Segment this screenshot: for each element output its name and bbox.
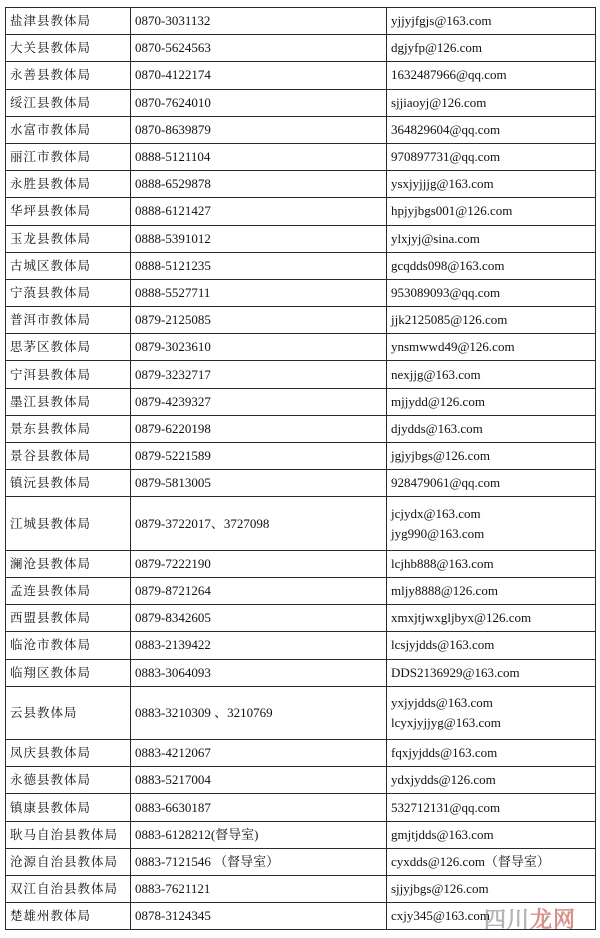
phone-cell: 0879-4239327: [131, 388, 387, 415]
table-row: [6, 307, 596, 334]
phone-cell: 0870-3031132: [131, 8, 387, 35]
bureau-name-cell: 普洱市教体局: [6, 307, 131, 334]
table-row: [6, 62, 596, 89]
phone-cell: 0879-2125085: [131, 307, 387, 334]
email-address: sjjiaoyj@126.com: [391, 94, 487, 110]
email-cell: [387, 252, 596, 279]
phone-cell: 0870-7624010: [131, 89, 387, 116]
email-address: ylxjyj@sina.com: [391, 230, 480, 246]
table-row: [6, 876, 596, 903]
watermark-part-1: 四川: [483, 908, 530, 933]
bureau-name-cell: 宁蒗县教体局: [6, 279, 131, 306]
email-address: ydxjydds@126.com: [391, 772, 496, 788]
bureau-name-cell: 大关县教体局: [6, 35, 131, 62]
table-row: [6, 116, 596, 143]
email-address: yjjyjfgjs@163.com: [391, 13, 492, 29]
phone-cell: 0883-6128212(督导室): [131, 821, 387, 848]
email-address: fqxjyjdds@163.com: [391, 745, 498, 761]
email-address: 532712131@qq.com: [391, 799, 501, 815]
phone-cell: 0888-5121235: [131, 252, 387, 279]
phone-cell: 0883-5217004: [131, 767, 387, 794]
email-cell: [387, 497, 596, 550]
phone-cell: 0879-3232717: [131, 361, 387, 388]
email-address: gcqdds098@163.com: [391, 257, 505, 273]
email-address: jgjyjbgs@126.com: [391, 448, 490, 464]
email-cell: [387, 388, 596, 415]
email-cell: [387, 415, 596, 442]
table-row: [6, 821, 596, 848]
bureau-name-cell: 宁洱县教体局: [6, 361, 131, 388]
bureau-name-cell: 墨江县教体局: [6, 388, 131, 415]
phone-cell: 0879-5813005: [131, 470, 387, 497]
email-address: jyg990@163.com: [391, 525, 485, 541]
bureau-name-cell: 澜沧县教体局: [6, 550, 131, 577]
bureau-name-cell: 临沧市教体局: [6, 632, 131, 659]
table-row: [6, 361, 596, 388]
email-cell: [387, 443, 596, 470]
contact-table: [5, 7, 596, 930]
table-row: [6, 388, 596, 415]
bureau-name-cell: 古城区教体局: [6, 252, 131, 279]
email-address: jcjydx@163.com: [391, 505, 481, 521]
bureau-name-cell: 楚雄州教体局: [6, 903, 131, 930]
bureau-name-cell: 临翔区教体局: [6, 659, 131, 686]
bureau-name-cell: 永胜县教体局: [6, 171, 131, 198]
phone-cell: 0879-8342605: [131, 605, 387, 632]
table-row: [6, 659, 596, 686]
email-cell: [387, 116, 596, 143]
email-cell: [387, 794, 596, 821]
phone-cell: 0879-7222190: [131, 550, 387, 577]
email-address: lcjhb888@163.com: [391, 555, 494, 571]
email-cell: [387, 171, 596, 198]
email-address: mjjydd@126.com: [391, 393, 485, 409]
phone-cell: 0888-5391012: [131, 225, 387, 252]
table-row: [6, 334, 596, 361]
email-cell: [387, 605, 596, 632]
email-address: 364829604@qq.com: [391, 121, 501, 137]
bureau-name-cell: 景东县教体局: [6, 415, 131, 442]
bureau-name-cell: 景谷县教体局: [6, 443, 131, 470]
email-address: 953089093@qq.com: [391, 284, 501, 300]
email-cell: [387, 686, 596, 739]
table-row: [6, 252, 596, 279]
bureau-name-cell: 西盟县教体局: [6, 605, 131, 632]
contact-table-body: [6, 8, 596, 930]
bureau-name-cell: 水富市教体局: [6, 116, 131, 143]
table-row: [6, 35, 596, 62]
email-address: gmjtjdds@163.com: [391, 826, 494, 842]
table-row: [6, 577, 596, 604]
phone-cell: 0883-2139422: [131, 632, 387, 659]
table-row: [6, 740, 596, 767]
email-cell: [387, 35, 596, 62]
email-address: nexjjg@163.com: [391, 366, 481, 382]
email-address: dgjyfp@126.com: [391, 40, 483, 56]
bureau-name-cell: 凤庆县教体局: [6, 740, 131, 767]
phone-cell: 0870-8639879: [131, 116, 387, 143]
email-address: cxjy345@163.com: [391, 908, 490, 924]
email-cell: [387, 550, 596, 577]
bureau-name-cell: 沧源自治县教体局: [6, 848, 131, 875]
email-address: ysxjyjjjg@163.com: [391, 176, 494, 192]
email-address: xmxjtjwxgljbyx@126.com: [391, 610, 532, 626]
watermark-logo: [484, 903, 576, 934]
table-row: [6, 848, 596, 875]
bureau-name-cell: 江城县教体局: [6, 497, 131, 550]
table-row: [6, 279, 596, 306]
email-cell: [387, 821, 596, 848]
table-row: [6, 415, 596, 442]
phone-cell: 0883-7621121: [131, 876, 387, 903]
bureau-name-cell: 玉龙县教体局: [6, 225, 131, 252]
phone-cell: 0883-6630187: [131, 794, 387, 821]
email-cell: [387, 876, 596, 903]
phone-cell: 0883-7121546 （督导室）: [131, 848, 387, 875]
bureau-name-cell: 云县教体局: [6, 686, 131, 739]
bureau-name-cell: 永德县教体局: [6, 767, 131, 794]
table-row: [6, 470, 596, 497]
phone-cell: 0883-3210309 、3210769: [131, 686, 387, 739]
email-address: djydds@163.com: [391, 420, 483, 436]
email-cell: [387, 632, 596, 659]
table-row: [6, 8, 596, 35]
email-address: hpjyjbgs001@126.com: [391, 203, 513, 219]
email-address: lcyxjyjjyg@163.com: [391, 714, 501, 730]
table-row: [6, 686, 596, 739]
email-address: 970897731@qq.com: [391, 149, 501, 165]
phone-cell: 0870-5624563: [131, 35, 387, 62]
table-row: [6, 143, 596, 170]
email-address: ynsmwwd49@126.com: [391, 339, 515, 355]
table-row: [6, 605, 596, 632]
phone-cell: 0879-6220198: [131, 415, 387, 442]
table-row: [6, 767, 596, 794]
email-address: sjjyjbgs@126.com: [391, 881, 489, 897]
bureau-name-cell: 镇康县教体局: [6, 794, 131, 821]
table-row: [6, 89, 596, 116]
phone-cell: 0883-4212067: [131, 740, 387, 767]
phone-cell: 0888-5121104: [131, 143, 387, 170]
watermark-part-2: 龙网: [529, 908, 576, 933]
table-row: [6, 225, 596, 252]
table-row: [6, 171, 596, 198]
table-row: [6, 443, 596, 470]
bureau-name-cell: 丽江市教体局: [6, 143, 131, 170]
email-cell: [387, 8, 596, 35]
phone-cell: 0879-3023610: [131, 334, 387, 361]
email-cell: [387, 767, 596, 794]
email-cell: [387, 848, 596, 875]
table-row: [6, 198, 596, 225]
bureau-name-cell: 华坪县教体局: [6, 198, 131, 225]
table-row: [6, 632, 596, 659]
phone-cell: 0879-8721264: [131, 577, 387, 604]
phone-cell: 0888-5527711: [131, 279, 387, 306]
email-cell: [387, 62, 596, 89]
email-address: mljy8888@126.com: [391, 583, 498, 599]
bureau-name-cell: 孟连县教体局: [6, 577, 131, 604]
email-address: cyxdds@126.com（督导室）: [391, 853, 550, 869]
phone-cell: 0870-4122174: [131, 62, 387, 89]
email-address: yxjyjdds@163.com: [391, 694, 493, 710]
table-row: [6, 550, 596, 577]
bureau-name-cell: 绥江县教体局: [6, 89, 131, 116]
email-cell: [387, 470, 596, 497]
phone-cell: 0878-3124345: [131, 903, 387, 930]
email-cell: [387, 143, 596, 170]
bureau-name-cell: 思茅区教体局: [6, 334, 131, 361]
email-cell: [387, 659, 596, 686]
bureau-name-cell: 耿马自治县教体局: [6, 821, 131, 848]
table-row: [6, 497, 596, 550]
table-row: [6, 794, 596, 821]
email-cell: [387, 361, 596, 388]
phone-cell: 0888-6121427: [131, 198, 387, 225]
email-cell: [387, 279, 596, 306]
bureau-name-cell: 永善县教体局: [6, 62, 131, 89]
email-address: jjk2125085@126.com: [391, 312, 508, 328]
phone-cell: 0883-3064093: [131, 659, 387, 686]
bureau-name-cell: 双江自治县教体局: [6, 876, 131, 903]
phone-cell: 0879-3722017、3727098: [131, 497, 387, 550]
email-cell: [387, 577, 596, 604]
email-address: lcsjyjdds@163.com: [391, 637, 495, 653]
email-cell: [387, 307, 596, 334]
email-cell: [387, 198, 596, 225]
phone-cell: 0879-5221589: [131, 443, 387, 470]
email-cell: [387, 89, 596, 116]
email-address: DDS2136929@163.com: [391, 664, 520, 680]
bureau-name-cell: 盐津县教体局: [6, 8, 131, 35]
phone-cell: 0888-6529878: [131, 171, 387, 198]
email-address: 1632487966@qq.com: [391, 67, 507, 83]
email-cell: [387, 334, 596, 361]
email-cell: [387, 225, 596, 252]
email-cell: [387, 740, 596, 767]
bureau-name-cell: 镇沅县教体局: [6, 470, 131, 497]
email-address: 928479061@qq.com: [391, 475, 501, 491]
